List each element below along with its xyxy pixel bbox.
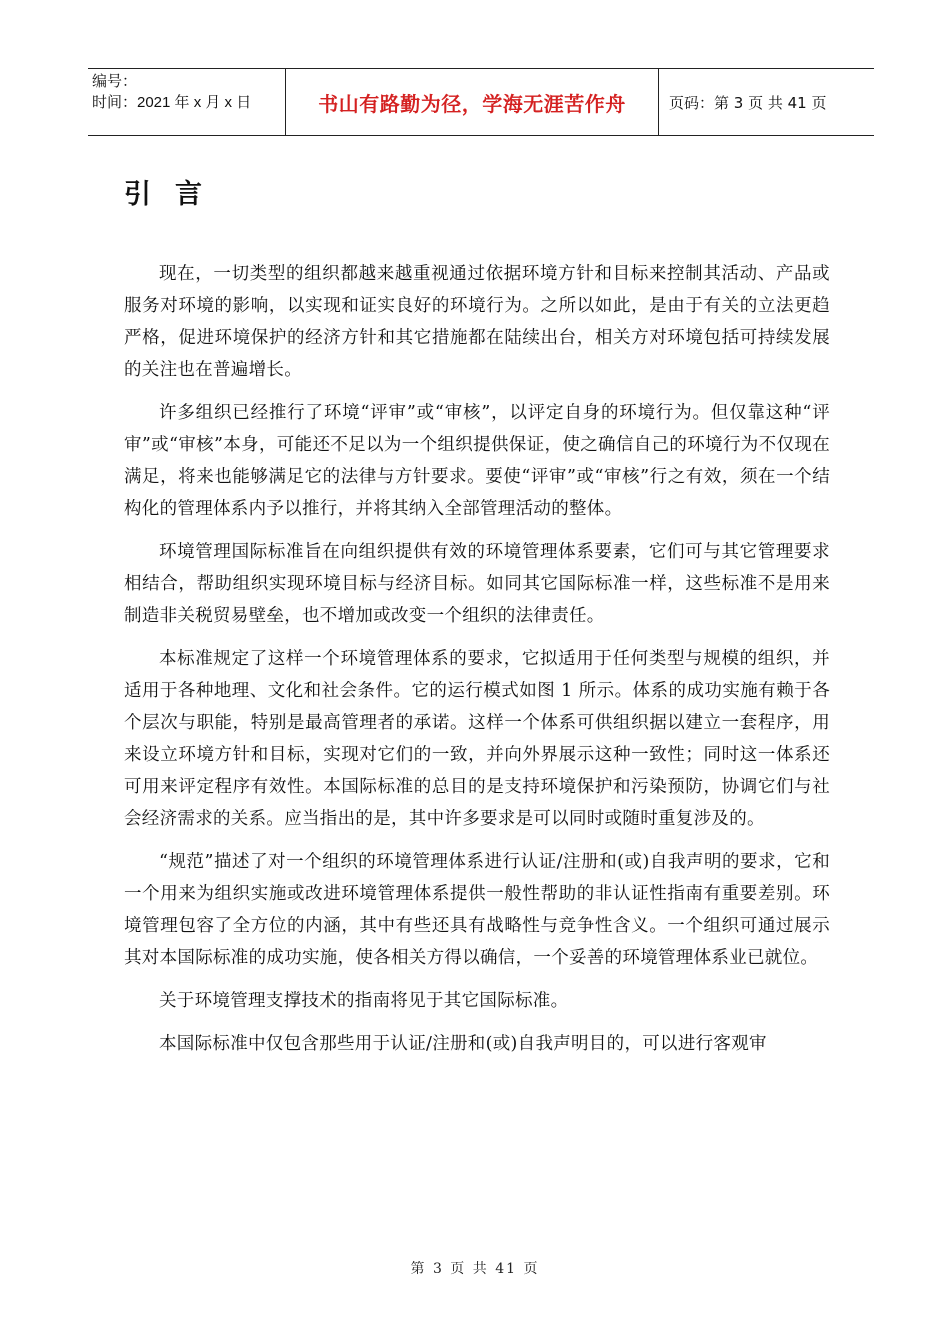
page-footer: 第 3 页 共 41 页 bbox=[410, 1261, 540, 1277]
paragraph: 现在，一切类型的组织都越来越重视通过依据环境方针和目标来控制其活动、产品或服务对环境的影响，以实现和证实良好的环境行为。之所以如此，是由于有关的立法更趋严格，促进环境保护的经济方针和其它措施都在陆续出台，相关方对环境包括可持续发展的关注也在普遍增长。 bbox=[124, 264, 830, 380]
paragraph: 环境管理国际标准旨在向组织提供有效的环境管理体系要素，它们可与其它管理要求相结合，帮助组织实现环境目标与经济目标。如同其它国际标准一样，这些标准不是用来制造非关税贸易壁垒，也不增加或改变一个组织的法律责任。 bbox=[124, 542, 830, 626]
paragraph: 许多组织已经推行了环境“评审”或“审核”，以评定自身的环境行为。但仅靠这种“评审”或“审核”本身，可能还不足以为一个组织提供保证，使之确信自己的环境行为不仅现在满足，将来也能够满足它的法律与方针要求。要使“评审”或“审核”行之有效，须在一个结构化的管理体系内予以推行，并将其纳入全部管理活动的整体。 bbox=[124, 403, 830, 519]
header-meta bbox=[88, 69, 286, 135]
document-body bbox=[124, 258, 830, 1071]
document-number-label: 编号： bbox=[92, 73, 138, 90]
section-title: 引言 bbox=[124, 179, 226, 210]
page-header bbox=[88, 68, 874, 136]
paragraph: 本标准规定了这样一个环境管理体系的要求，它拟适用于任何类型与规模的组织，并适用于各种地理、文化和社会条件。它的运行模式如图 1 所示。体系的成功实施有赖于各个层次与职能，特别是最高管理者的承诺。这样一个体系可供组织据以建立一套程序，用来设立环境方针和目标，实现对它们的一致，并向外界展示这种一致性；同时这一体系还可用来评定程序有效性。本国际标准的总目的是支持环境保护和污染预防，协调它们与社会经济需求的关系。应当指出的是，其中许多要求是可以同时或随时重复涉及的。 bbox=[124, 649, 830, 829]
paragraph: “规范”描述了对一个组织的环境管理体系进行认证/注册和(或)自我声明的要求，它和一个用来为组织实施或改进环境管理体系提供一般性帮助的非认证性指南有重要差别。环境管理包容了全方位的内涵，其中有些还具有战略性与竞争性含义。一个组织可通过展示其对本国际标准的成功实施，使各相关方得以确信，一个妥善的环境管理体系业已就位。 bbox=[124, 852, 830, 968]
paragraph: 关于环境管理支撑技术的指南将见于其它国际标准。 bbox=[159, 991, 569, 1011]
paragraph: 本国际标准中仅包含那些用于认证/注册和(或)自我声明目的，可以进行客观审 bbox=[159, 1034, 767, 1054]
header-page-number: 页码：第 3 页 共 41 页 bbox=[669, 93, 827, 112]
header-motto: 书山有路勤为径，学海无涯苦作舟 bbox=[286, 69, 659, 135]
document-time-label: 时间：2021 年 x 月 x 日 bbox=[92, 94, 252, 111]
